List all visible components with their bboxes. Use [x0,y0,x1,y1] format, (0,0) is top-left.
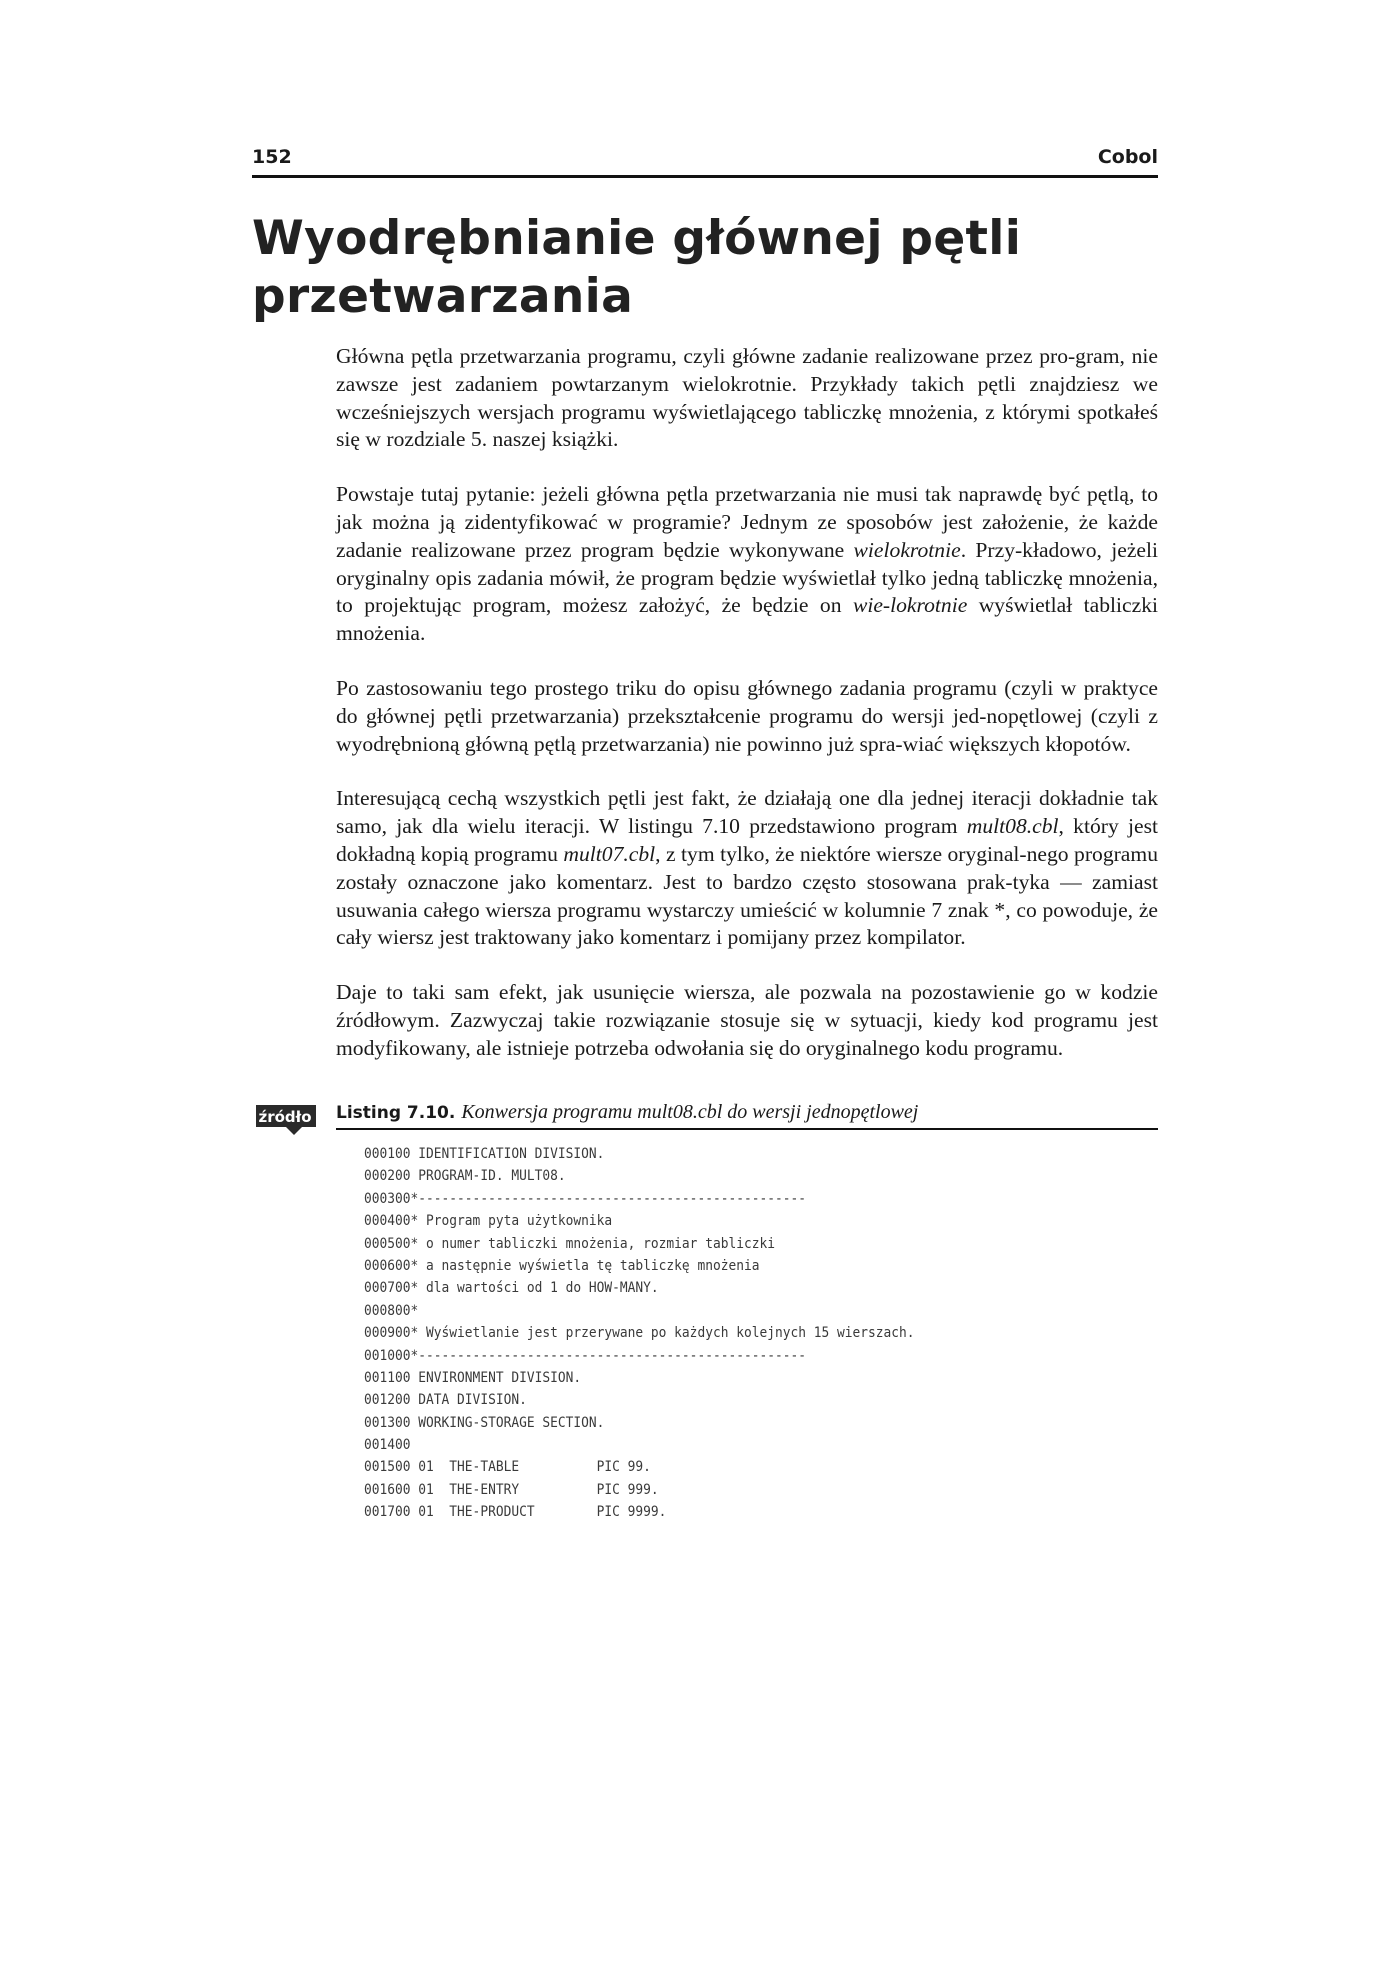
code-line: 000200 PROGRAM-ID. MULT08. [364,1168,566,1185]
paragraph-2-part-b: . Przy-kładowo, jeżeli oryginalny opis zadania mówił, że program będzie wyświetlał tylko jedną tabliczkę mnożenia, to projektując program, możesz założyć, że będzie on [336,537,1159,618]
code-line: 000100 IDENTIFICATION DIVISION. [364,1146,605,1162]
paragraph-4 [336,785,1158,952]
code-line: 000400* Program pyta użytkownika [364,1213,613,1230]
paragraph-3: Po zastosowaniu tego prostego triku do opisu głównego zadania programu (czyli w praktyce do głównej pętli przetwarzania) przekształcenie programu do wersji jed-nopętlowej (czyli z wyodrębnioną główną pętlą przetwarzania) nie powinno już spra-wiać większych kłopotów. [336,675,1158,756]
paragraph-2-emphasis-2: wie-lokrotnie [852,593,968,618]
page-header [252,145,1158,178]
section-title-line-1: Wyodrębnianie głównej pętli [252,211,1022,266]
code-line: 001600 01 THE-ENTRY PIC 999. [364,1481,659,1498]
paragraph-4-part-c: , z tym tylko, że niektóre wiersze oryginal-nego programu zostały oznaczone jako komentarz. Jest to bardzo często stosowana prak-tyka — zamiast usuwania całego wiersza programu wystarczy umieścić w kolumnie 7 znak *, co powoduje, że cały wiersz jest traktowany jako komentarz i pomijany przez kompilator. [336,841,1158,950]
code-line: 000300*-------------------------------------------------- [364,1190,807,1207]
page-number: 152 [252,146,292,168]
paragraph-4-filename-1: mult08.cbl [966,814,1059,839]
source-badge-label: źródło [258,1108,312,1126]
paragraph-2-emphasis-1: wielokrotnie [853,537,961,562]
code-line: 001100 ENVIRONMENT DIVISION. [364,1369,582,1386]
listing-label: Listing 7.10. [336,1103,456,1123]
listing-description: Konwersja programu mult08.cbl do wersji jednopętlowej [461,1101,919,1123]
paragraph-2-part-a: Powstaje tutaj pytanie: jeżeli główna pętla przetwarzania nie musi tak naprawdę być pętlą, to jak można ją zidentyfikować w programie? Jednym ze sposobów jest założenie, że każde zadanie realizowane przez program będzie wykonywane [336,482,1158,562]
code-line: 001500 01 THE-TABLE PIC 99. [364,1459,651,1476]
paragraph-4-filename-2: mult07.cbl [563,841,656,866]
code-line: 000600* a następnie wyświetla tę tabliczkę mnożenia [364,1257,760,1274]
section-title [252,210,1158,326]
listing-caption [336,1101,1158,1130]
code-line: 000700* dla wartości od 1 do HOW-MANY. [364,1280,659,1297]
section-title-line-2: przetwarzania [252,269,634,324]
paragraph-4-part-a: Interesującą cechą wszystkich pętli jest fakt, że działają one dla jednej iteracji dokładnie tak samo, jak dla wielu iteracji. W listingu 7.10 przedstawiono program [336,786,1158,839]
code-line: 001400 [364,1437,411,1454]
code-line: 000800* [364,1302,419,1319]
code-line: 001300 WORKING-STORAGE SECTION. [364,1414,605,1431]
source-badge-icon [254,1103,318,1137]
body-text [336,343,1158,1090]
code-line: 001200 DATA DIVISION. [364,1392,527,1409]
code-listing [364,1143,1144,1524]
running-head: Cobol [1097,146,1158,168]
paragraph-4-part-b: , który jest dokładną kopią programu [336,814,1158,866]
code-line: 001700 01 THE-PRODUCT PIC 9999. [364,1504,667,1521]
paragraph-5: Daje to taki sam efekt, jak usunięcie wiersza, ale pozwala na pozostawienie go w kodzie źródłowym. Zazwyczaj takie rozwiązanie stosuje się w sytuacji, kiedy kod programu jest modyfikowany, ale istnieje potrzeba odwołania się do oryginalnego kodu programu. [336,980,1158,1060]
paragraph-1: Główna pętla przetwarzania programu, czyli główne zadanie realizowane przez pro-gram, nie zawsze jest zadaniem powtarzanym wielokrotnie. Przykłady takich pętli znajdziesz we wcześniejszych wersjach programu wyświetlającego tabliczkę mnożenia, z którymi spotkałeś się w rozdziale 5. naszej książki. [336,344,1158,452]
paragraph-2-part-c: wyświetlał tabliczki mnożenia. [336,593,1158,646]
code-line: 000500* o numer tabliczki mnożenia, rozmiar tabliczki [364,1235,775,1252]
paragraph-2 [336,481,1158,648]
code-line: 001000*-------------------------------------------------- [364,1347,807,1364]
code-line: 000900* Wyświetlanie jest przerywane po każdych kolejnych 15 wierszach. [364,1325,915,1342]
